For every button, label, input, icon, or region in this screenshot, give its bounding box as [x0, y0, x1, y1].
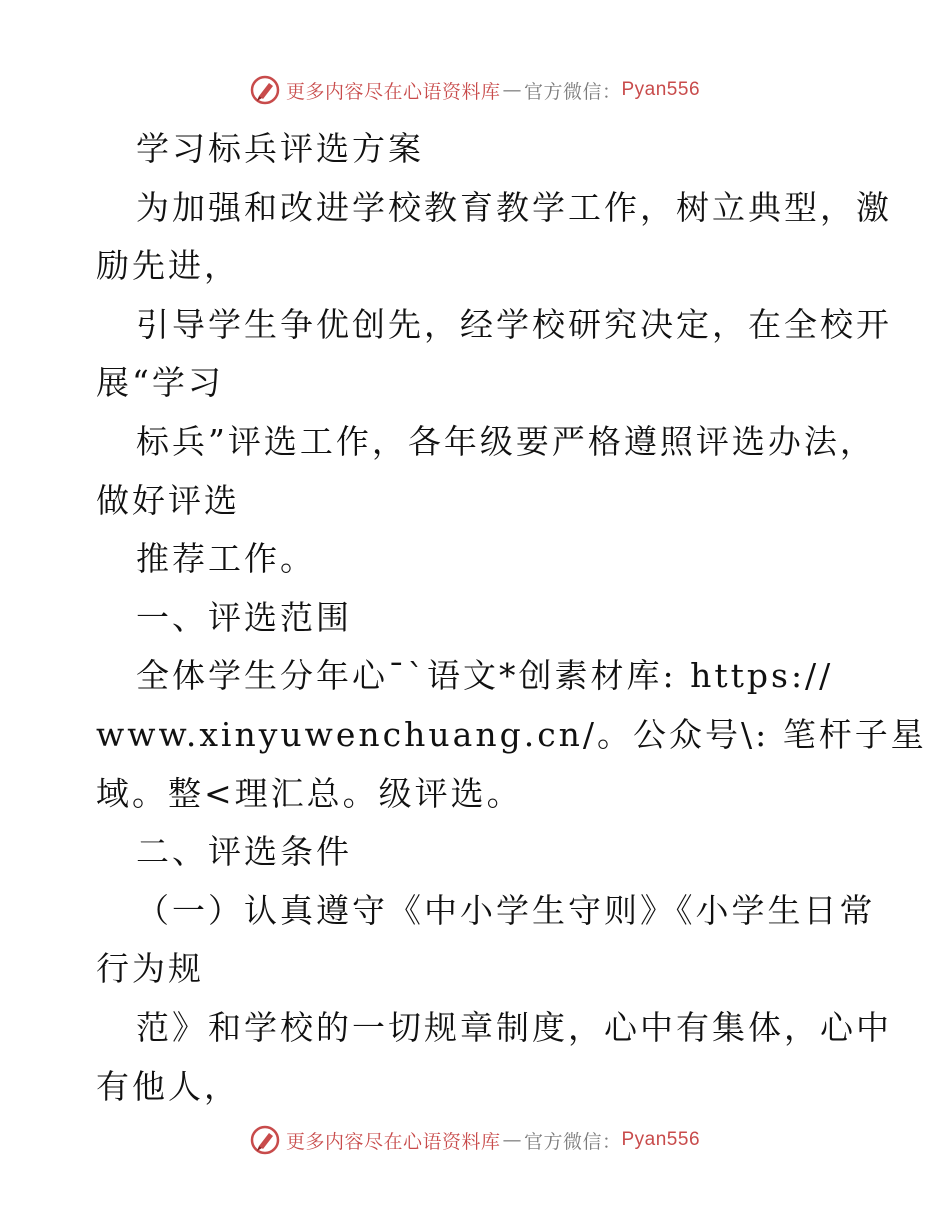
watermark-label: 官方微信： — [523, 1130, 622, 1153]
watermark-dash: — — [502, 79, 522, 101]
watermark-brand: 更多内容尽在心语资料库 — [285, 80, 501, 103]
paragraph-line: 励先进， — [96, 246, 240, 286]
watermark-dash: — — [502, 1129, 522, 1151]
section-heading: 二、评选条件 — [136, 832, 352, 872]
paragraph-line: 推荐工作。 — [136, 539, 316, 579]
paragraph-line: 行为规 — [96, 949, 204, 989]
paragraph-line: 范》和学校的一切规章制度，心中有集体，心中 — [136, 1007, 892, 1047]
section-heading: 一、评选范围 — [136, 597, 352, 637]
paragraph-line: 为加强和改进学校教育教学工作，树立典型，激 — [136, 187, 892, 227]
watermark-brand: 更多内容尽在心语资料库 — [285, 1130, 501, 1153]
pen-logo-icon — [250, 1125, 280, 1155]
watermark-id: Pyan556 — [621, 79, 701, 100]
paragraph-line: （一）认真遵守《中小学生守则》《小学生日常 — [136, 890, 876, 930]
paragraph-line: www.xinyuwenchuang.cn/。公众号\: 笔杆子星 — [96, 714, 927, 754]
paragraph-line: 全体学生分年心¯`语文*创素材库: https:// — [136, 656, 834, 696]
footer-watermark — [0, 1120, 950, 1160]
paragraph-line: 标兵”评选工作，各年级要严格遵照评选办法， — [136, 421, 876, 461]
paragraph-line: 有他人， — [96, 1066, 240, 1106]
document-body — [96, 120, 927, 1116]
pen-logo-icon — [250, 75, 280, 105]
paragraph-line: 展“学习 — [96, 363, 224, 403]
header-watermark — [0, 70, 950, 110]
paragraph-line: 域。整<理汇总。级评选。 — [96, 773, 523, 813]
watermark-label: 官方微信： — [523, 80, 622, 103]
document-title: 学习标兵评选方案 — [136, 129, 424, 168]
paragraph-line: 做好评选 — [96, 480, 240, 520]
paragraph-line: 引导学生争优创先，经学校研究决定，在全校开 — [136, 304, 892, 344]
watermark-id: Pyan556 — [621, 1129, 701, 1150]
